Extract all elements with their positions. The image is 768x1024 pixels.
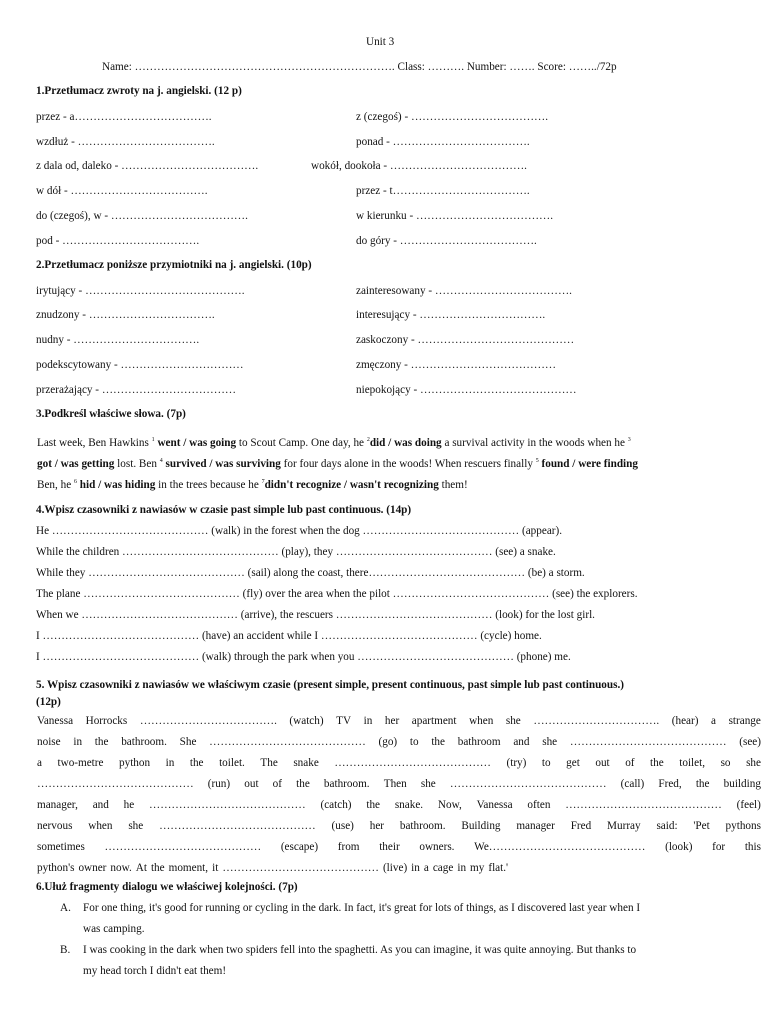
s5-word: moment,: [168, 862, 209, 874]
s3-number: 6: [73, 479, 77, 485]
s5-word: python's: [37, 862, 75, 874]
s3-choice[interactable]: did / was doing: [369, 437, 442, 449]
s5-word: in: [73, 736, 83, 748]
s3-text: them!: [438, 479, 468, 491]
s5-word: apartment: [411, 715, 457, 727]
s5-word: ……………………………………: [565, 799, 722, 811]
s5-word: he: [123, 799, 135, 811]
s5-word: owners.: [419, 841, 455, 853]
s5-word: this: [744, 841, 761, 853]
s5-word: she: [542, 736, 558, 748]
s5-word: manager,: [37, 799, 78, 811]
s3-choice[interactable]: found / were finding: [538, 458, 638, 470]
s5-word: the: [296, 778, 310, 790]
s5-word: 'Pet: [693, 820, 710, 832]
s5-word: toilet,: [679, 757, 706, 769]
s5-word: ……………………………………: [104, 841, 262, 853]
s5-word: Now,: [437, 799, 462, 811]
s5-word: (run): [207, 778, 231, 790]
s5-word: the: [431, 736, 445, 748]
s6-line: I was cooking in the dark when two spiders fell into the spaghetti. As you can imagine, it was quite annoying. But thanks to: [83, 944, 637, 956]
s5-word: my: [470, 862, 485, 874]
s5-word: noise: [37, 736, 61, 748]
s3-text: for four days alone in the woods! When rescuers finally: [280, 458, 536, 470]
s5-word: bathroom: [457, 736, 501, 748]
s1-item: do (czegoś), w - ……………………………….: [36, 210, 248, 222]
s4-sentence: When we …………………………………… (arrive), the rescuers …………………………………… (look) for the lost girl.: [36, 609, 595, 621]
s3-number: 7: [261, 479, 265, 485]
s5-word: We……………………………………: [474, 841, 646, 853]
s5-word: (go): [378, 736, 398, 748]
s5-word: bathroom.: [323, 778, 370, 790]
s5-word: it: [212, 862, 219, 874]
s4-sentence: The plane …………………………………… (fly) over the area when the pilot …………………………………… (see) the explorers.: [36, 588, 638, 600]
s2-item: przerażający - ………………………………: [36, 384, 237, 396]
s5-word: sometimes: [37, 841, 85, 853]
s5-word: Fred: [570, 820, 592, 832]
s2-item: znudzony - …………………………….: [36, 309, 215, 321]
s5-word: pythons: [725, 820, 761, 832]
s5-word: (look): [665, 841, 693, 853]
section-1-title: 1.Przetłumacz zwroty na j. angielski. (12 p): [36, 85, 242, 97]
s5-word: The: [260, 757, 278, 769]
s5-word: ……………………………………: [334, 757, 491, 769]
s5-word: and: [92, 799, 109, 811]
s5-line: [37, 795, 761, 816]
s3-text: to Scout Camp. One day, he: [236, 437, 367, 449]
s2-item: zaskoczony - ……………………………………: [356, 334, 575, 346]
s5-word: toilet.: [219, 757, 245, 769]
s5-word: out: [244, 778, 259, 790]
s5-word: her: [369, 820, 385, 832]
s5-word: snake: [293, 757, 319, 769]
s5-word: snake.: [394, 799, 424, 811]
s5-word: a: [37, 757, 42, 769]
s4-sentence: He …………………………………… (walk) in the forest when the dog …………………………………… (appear).: [36, 525, 563, 537]
s5-word: in: [411, 862, 420, 874]
s5-word: (catch): [320, 799, 352, 811]
s4-sentence: While the children …………………………………… (play), they …………………………………… (see) a snake.: [36, 546, 556, 558]
s5-word: (escape): [280, 841, 319, 853]
s5-word: a: [711, 715, 716, 727]
s5-word: TV: [336, 715, 352, 727]
s5-word: of: [625, 757, 635, 769]
s3-text: Last week, Ben Hawkins: [37, 437, 152, 449]
s5-word: ……………………………………: [449, 778, 607, 790]
s1-item: z dala od, daleko - ……………………………….: [36, 160, 259, 172]
s5-word: Then: [383, 778, 407, 790]
s3-text: a survival activity in the woods when he: [441, 437, 628, 449]
s5-word: when: [469, 715, 494, 727]
s5-word: ……………………………………: [149, 799, 306, 811]
s5-word: get: [566, 757, 580, 769]
section-6-title: 6.Ułuż fragmenty dialogu we właściwej kolejności. (7p): [36, 881, 298, 893]
s5-word: ……………………………………: [37, 778, 194, 790]
s5-word: the: [366, 799, 381, 811]
s5-word: the: [94, 736, 109, 748]
s3-text: in the trees because he: [155, 479, 262, 491]
s6-fragment-a: [83, 898, 763, 940]
s5-word: so: [720, 757, 731, 769]
s5-word: ……………………………………: [222, 862, 379, 874]
s5-word: (feel): [736, 799, 761, 811]
s1-item: ponad - ……………………………….: [356, 136, 530, 148]
s5-word: of: [272, 778, 282, 790]
s5-word: bathroom.: [399, 820, 446, 832]
s2-item: zmęczony - …………………………………: [356, 359, 557, 371]
s5-paragraph: [37, 711, 761, 879]
s6-line: For one thing, it's good for running or cycling in the dark. In fact, it's great for lots of things, as I discovered last year when I: [83, 902, 641, 914]
s1-item: w dół - ……………………………….: [36, 185, 208, 197]
s5-word: (use): [331, 820, 354, 832]
s1-item: do góry - ……………………………….: [356, 235, 537, 247]
student-info-line: Name: ……………………………………………………………. Class: ………. Number: ……. Score: ……../72p: [102, 61, 617, 73]
s3-choice[interactable]: got / was getting: [37, 458, 115, 470]
s5-word: ……………………………………: [209, 736, 366, 748]
s5-word: in: [457, 862, 467, 874]
s5-word: (call): [620, 778, 645, 790]
s5-word: and: [513, 736, 530, 748]
s2-item: zainteresowany - ……………………………….: [356, 285, 572, 297]
s5-word: she: [128, 820, 144, 832]
section-4-title: 4.Wpisz czasowniki z nawiasów w czasie past simple lub past continuous. (14p): [36, 504, 412, 516]
s5-word: when: [88, 820, 113, 832]
s5-word: strange: [728, 715, 761, 727]
s5-word: owner: [78, 862, 107, 874]
s5-word: for: [712, 841, 726, 853]
s5-word: (live): [382, 862, 408, 874]
s5-word: two-metre: [57, 757, 104, 769]
s5-word: Vanessa: [37, 715, 74, 727]
s5-word: her: [384, 715, 400, 727]
s4-sentence: While they …………………………………… (sail) along the coast, there…………………………………… (be) a storm.: [36, 567, 585, 579]
s5-word: ……………………………….: [139, 715, 277, 727]
s2-item: niepokojący - ……………………………………: [356, 384, 577, 396]
s1-item: z (czegoś) - ……………………………….: [356, 111, 549, 123]
s1-item: przez - t……………………………….: [356, 185, 530, 197]
s2-item: interesujący - …………………………….: [356, 309, 546, 321]
s3-number: 1: [151, 437, 155, 443]
s1-item: wokół, dookoła - ……………………………….: [311, 160, 527, 172]
s5-word: (hear): [671, 715, 699, 727]
s5-word: manager: [516, 820, 555, 832]
s5-line: [37, 816, 761, 837]
s5-word: to: [409, 736, 419, 748]
s6-label-a: A.: [60, 902, 71, 914]
page-title: Unit 3: [366, 36, 395, 48]
s6-line: my head torch I didn't eat them!: [83, 965, 227, 977]
s5-line: [37, 837, 761, 858]
s5-word: now.: [110, 862, 132, 874]
s3-number: 4: [159, 458, 163, 464]
s4-sentence: I …………………………………… (walk) through the park when you …………………………………… (phone) me.: [36, 651, 571, 663]
s5-word: from: [337, 841, 360, 853]
s1-item: wzdłuż - ……………………………….: [36, 136, 215, 148]
s6-line: was camping.: [83, 923, 145, 935]
s5-word: she: [420, 778, 436, 790]
s5-word: the: [150, 862, 165, 874]
s5-word: Horrocks: [85, 715, 128, 727]
s5-word: building: [723, 778, 761, 790]
s3-paragraph: [37, 430, 761, 493]
section-5-title: 5. Wpisz czasowniki z nawiasów we właściwym czasie (present simple, present continuous, past simple lub past continuous.): [36, 679, 625, 691]
s5-word: out: [595, 757, 610, 769]
section-3-title: 3.Podkreśl właściwe słowa. (7p): [36, 408, 186, 420]
s5-word: cage: [432, 862, 454, 874]
s6-fragment-b: [83, 940, 763, 982]
s5-word: ……………………………………: [159, 820, 316, 832]
s5-word: At: [135, 862, 147, 874]
s5-word: python: [119, 757, 151, 769]
s5-word: often: [527, 799, 551, 811]
s5-word: nervous: [37, 820, 73, 832]
s1-item: przez - a……………………………….: [36, 111, 212, 123]
s2-item: irytujący - …………………………………….: [36, 285, 245, 297]
s3-number: 2: [366, 437, 370, 443]
s5-word: in: [165, 757, 175, 769]
s5-word: (watch): [289, 715, 324, 727]
s5-word: she: [505, 715, 521, 727]
s5-word: ……………………………………: [569, 736, 727, 748]
s2-item: podekscytowany - ……………………………: [36, 359, 244, 371]
s5-word: the: [695, 778, 710, 790]
s5-word: said:: [656, 820, 678, 832]
s5-word: Fred,: [658, 778, 682, 790]
section-2-title: 2.Przetłumacz poniższe przymiotniki na j. angielski. (10p): [36, 259, 312, 271]
s1-item: w kierunku - ……………………………….: [356, 210, 554, 222]
s3-choice[interactable]: went / was going: [154, 437, 237, 449]
s5-word: the: [650, 757, 664, 769]
s5-word: she: [746, 757, 761, 769]
s5-word: their: [379, 841, 400, 853]
s5-word: to: [541, 757, 551, 769]
s3-text: Ben, he: [37, 479, 74, 491]
s4-sentence: I …………………………………… (have) an accident while I …………………………………… (cycle) home.: [36, 630, 542, 642]
s5-word: flat.': [488, 862, 509, 874]
s5-line: [37, 774, 761, 795]
s5-word: the: [189, 757, 204, 769]
s6-label-b: B.: [60, 944, 71, 956]
s3-choice[interactable]: survived / was surviving: [162, 458, 281, 470]
s5-word: (see): [739, 736, 761, 748]
s2-item: nudny - …………………………….: [36, 334, 200, 346]
s3-number: 5: [535, 458, 539, 464]
s5-word: a: [423, 862, 429, 874]
section-5-points: (12p): [36, 696, 61, 708]
s5-word: bathroom.: [121, 736, 167, 748]
s5-word: Vanessa: [476, 799, 513, 811]
s3-number: 3: [627, 437, 631, 443]
s5-word: Murray: [607, 820, 641, 832]
s5-word: (try): [506, 757, 527, 769]
s5-word: Building: [461, 820, 501, 832]
s5-line: [37, 732, 761, 753]
s5-line: [37, 753, 761, 774]
s5-word: …………………………….: [533, 715, 660, 727]
s3-text: lost. Ben: [114, 458, 160, 470]
s5-line: [37, 711, 761, 732]
s5-line: [37, 858, 761, 879]
s1-item: pod - ……………………………….: [36, 235, 200, 247]
s3-choice[interactable]: hid / was hiding: [76, 479, 156, 491]
s3-choice[interactable]: didn't recognize / wasn't recognizing: [264, 479, 439, 491]
s5-word: She: [179, 736, 197, 748]
s5-word: in: [363, 715, 373, 727]
